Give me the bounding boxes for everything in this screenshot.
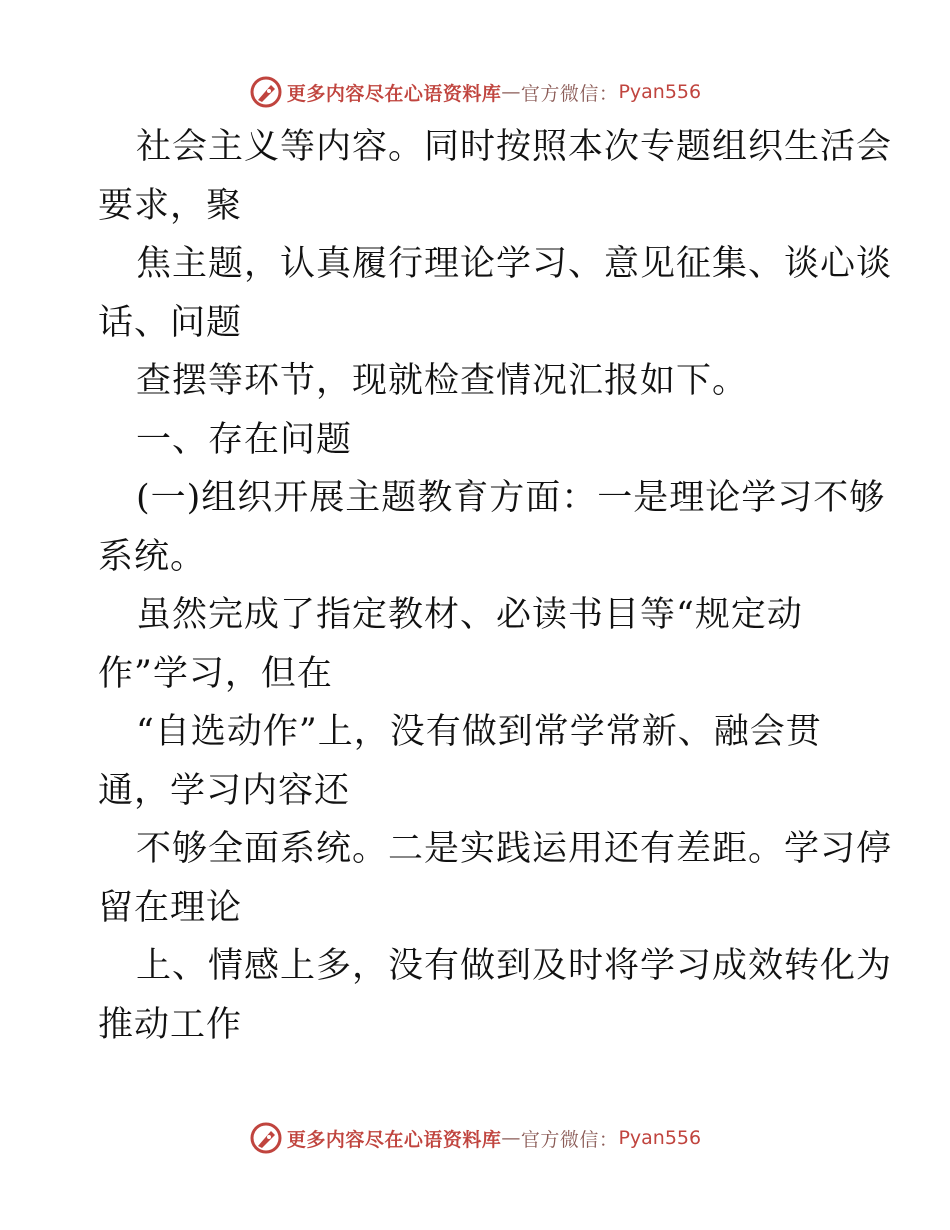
watermark-dash: — [501,1127,521,1149]
paragraph-line: 虽然完成了指定教材、必读书目等“规定动 [136,595,803,635]
paragraph-line: 查摆等环节，现就检查情况汇报如下。 [136,361,749,401]
paragraph-line: 不够全面系统。二是实践运用还有差距。学习停 [136,829,893,869]
paragraph-line: 一、存在问题 [136,419,353,460]
pen-nib-logo-icon [249,1121,283,1155]
paragraph-line: 要求，聚 [98,185,243,226]
watermark-dash: — [501,81,521,103]
watermark-label: 官方微信： [520,82,619,105]
watermark-brand: 更多内容尽在心语资料库 [286,1128,502,1151]
paragraph-line: 推动工作 [98,1004,243,1045]
paragraph-line: 作”学习，但在 [98,653,333,694]
paragraph-line: 社会主义等内容。同时按照本次专题组织生活会 [136,127,893,167]
paragraph-line: 话、问题 [98,302,243,343]
watermark-label: 官方微信： [520,1128,619,1151]
watermark-account: Pyan556 [618,1127,702,1149]
paragraph-line: 通，学习内容还 [98,770,351,811]
paragraph-line: 留在理论 [98,887,243,928]
document-body [98,118,893,1054]
paragraph-line: 系统。 [98,536,207,577]
pen-nib-logo-icon [249,75,283,109]
paragraph-line: “自选动作”上，没有做到常学常新、融会贯 [136,712,822,752]
footer-watermark [0,1118,950,1158]
paragraph-line: (一)组织开展主题教育方面：一是理论学习不够 [136,478,886,518]
paragraph-line: 上、情感上多，没有做到及时将学习成效转化为 [136,946,893,986]
watermark-account: Pyan556 [618,81,702,103]
paragraph-line: 焦主题，认真履行理论学习、意见征集、谈心谈 [136,244,893,284]
header-watermark [0,72,950,112]
watermark-brand: 更多内容尽在心语资料库 [286,82,502,105]
